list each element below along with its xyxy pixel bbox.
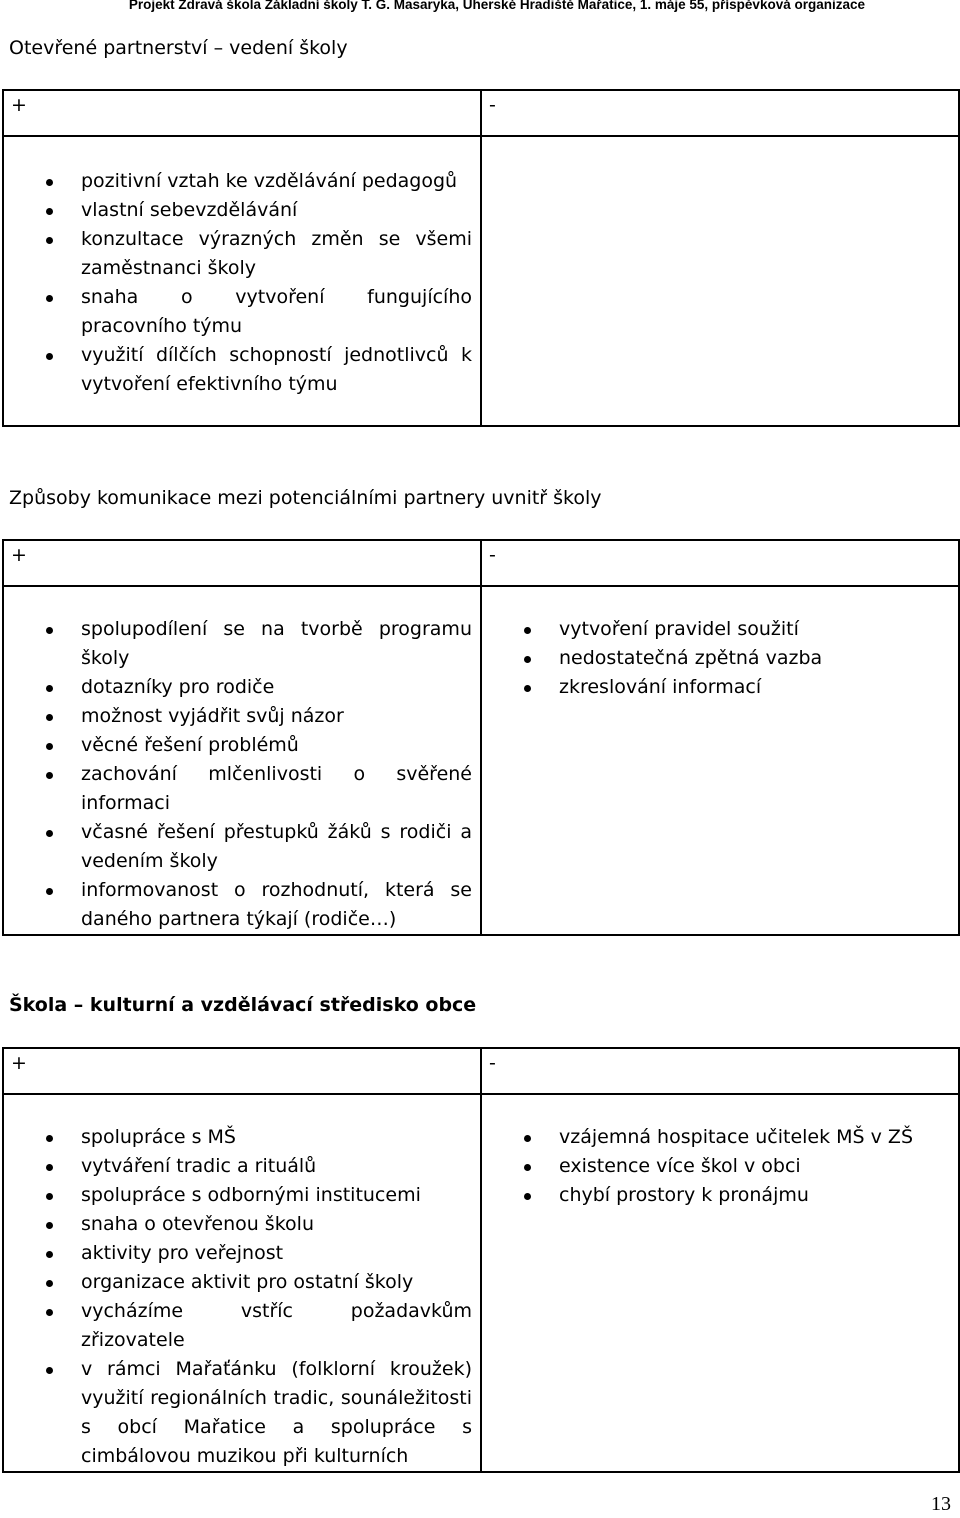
list-item: dotazníky pro rodiče (4, 673, 480, 702)
list-item: spolupráce s MŠ (4, 1123, 480, 1152)
minus-cell (481, 136, 959, 426)
minus-header: - (481, 90, 959, 136)
plus-cell (3, 1094, 481, 1472)
list-item: konzultace výrazných změn se všemi zaměstnanci školy (4, 225, 480, 283)
list-item: spolupodílení se na tvorbě programu školy (4, 615, 480, 673)
list-item: organizace aktivit pro ostatní školy (4, 1268, 480, 1297)
list-item: vytváření tradic a rituálů (4, 1152, 480, 1181)
list-item: včasné řešení přestupků žáků s rodiči a vedením školy (4, 818, 480, 876)
section-title-communication: Způsoby komunikace mezi potenciálními partnery uvnitř školy (9, 487, 602, 509)
plus-header: + (3, 90, 481, 136)
plus-cell (3, 136, 481, 426)
minus-list (482, 587, 958, 702)
minus-list (482, 137, 958, 167)
list-item: snaha o otevřenou školu (4, 1210, 480, 1239)
list-item: informovanost o rozhodnutí, která se daného partnera týkají (rodiče…) (4, 876, 480, 934)
minus-cell (481, 1094, 959, 1472)
list-item: nedostatečná zpětná vazba (482, 644, 958, 673)
list-item: možnost vyjádřit svůj názor (4, 702, 480, 731)
minus-header: - (481, 540, 959, 586)
plus-list (4, 1095, 480, 1471)
minus-cell (481, 586, 959, 935)
minus-list (482, 1095, 958, 1210)
plus-header: + (3, 540, 481, 586)
plus-cell (3, 586, 481, 935)
plus-header: + (3, 1048, 481, 1094)
table-leadership (2, 89, 960, 427)
list-item: pozitivní vztah ke vzdělávání pedagogů (4, 167, 480, 196)
plus-list (4, 137, 480, 399)
list-item: zkreslování informací (482, 673, 958, 702)
section-title-culture: Škola – kulturní a vzdělávací středisko obce (9, 994, 477, 1016)
minus-header: - (481, 1048, 959, 1094)
table-communication (2, 539, 960, 936)
list-item: snaha o vytvoření fungujícího pracovního týmu (4, 283, 480, 341)
list-item: spolupráce s odbornými institucemi (4, 1181, 480, 1210)
list-item: zachování mlčenlivosti o svěřené informaci (4, 760, 480, 818)
list-item: chybí prostory k pronájmu (482, 1181, 958, 1210)
list-item: vycházíme vstříc požadavkům zřizovatele (4, 1297, 480, 1355)
list-item: vlastní sebevzdělávání (4, 196, 480, 225)
section-title-leadership: Otevřené partnerství – vedení školy (9, 37, 348, 59)
list-item: aktivity pro veřejnost (4, 1239, 480, 1268)
list-item: v rámci Mařaťánku (folklorní kroužek) využití regionálních tradic, sounáležitosti s obcí Mařatice a spolupráce s cimbálovou muzikou při kulturních (4, 1355, 480, 1471)
list-item: existence více škol v obci (482, 1152, 958, 1181)
page-header: Projekt Zdravá škola Základní školy T. G. Masaryka, Uherské Hradiště Mařatice, 1. máje 55, příspěvková organizace (128, 0, 865, 12)
list-item: využití dílčích schopností jednotlivců k vytvoření efektivního týmu (4, 341, 480, 399)
list-item: vzájemná hospitace učitelek MŠ v ZŠ (482, 1123, 958, 1152)
table-culture (2, 1047, 960, 1473)
plus-list (4, 587, 480, 934)
list-item: vytvoření pravidel soužití (482, 615, 958, 644)
list-item: věcné řešení problémů (4, 731, 480, 760)
page-number: 13 (931, 1493, 951, 1515)
